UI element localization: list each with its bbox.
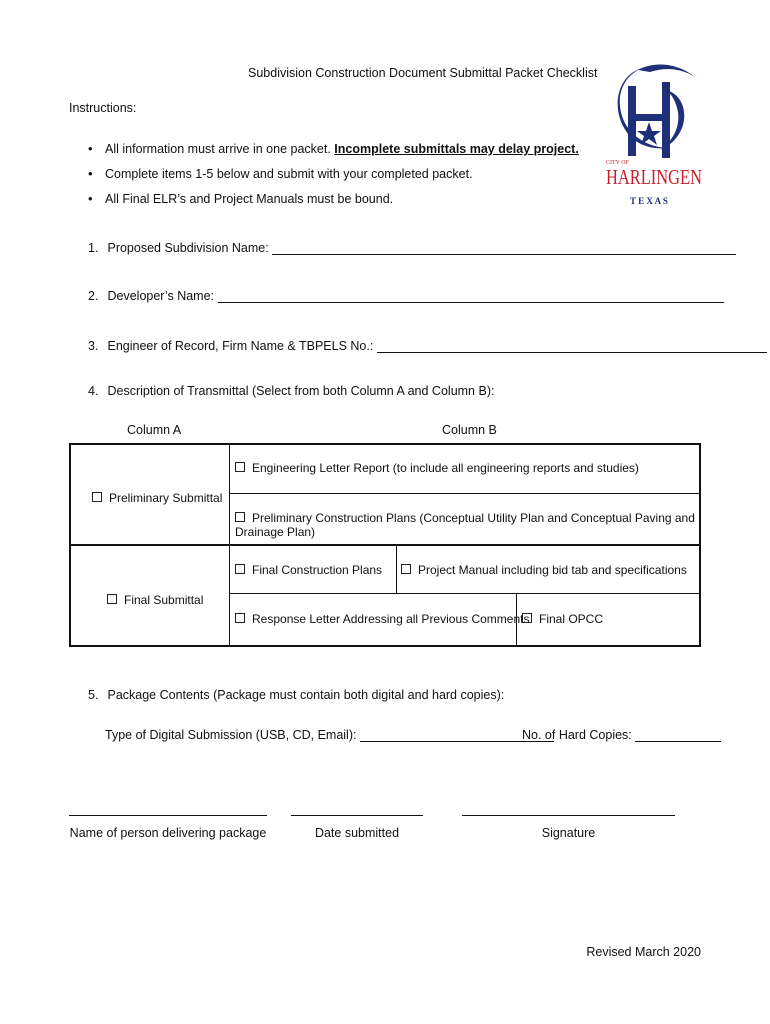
row-divider <box>229 493 699 494</box>
final-construction-plans-option[interactable] <box>235 563 382 577</box>
city-logo-icon <box>604 60 704 210</box>
logo-state: T E X A S <box>630 196 668 206</box>
option-label: Final Construction Plans <box>252 563 383 577</box>
question-4 <box>88 384 494 398</box>
final-opcc-option[interactable] <box>522 612 603 626</box>
column-b-header: Column B <box>442 423 497 437</box>
final-submittal-option[interactable] <box>107 593 203 607</box>
developer-name-field[interactable] <box>218 288 724 303</box>
transmittal-table <box>69 443 701 647</box>
option-label: Preliminary Construction Plans (Conceptual Utility Plan and Conceptual Paving and Drainage Plan) <box>235 511 695 539</box>
question-number: 2. <box>88 289 99 303</box>
question-5 <box>88 688 504 702</box>
question-label: Description of Transmittal (Select from both Column A and Column B): <box>107 384 495 398</box>
option-label: Final Submittal <box>124 593 204 607</box>
hard-copies-label: No. of Hard Copies: <box>522 728 632 742</box>
row-divider <box>229 593 699 594</box>
instruction-item <box>88 191 579 216</box>
logo-city-of: CITY OF <box>606 160 629 166</box>
instruction-text: Complete items 1-5 below and submit with your completed packet. <box>105 167 473 181</box>
instruction-item <box>88 166 579 191</box>
signature-label: Signature <box>541 826 596 840</box>
instruction-item <box>88 141 579 166</box>
logo-city-name: HARLINGEN <box>606 165 702 189</box>
question-2 <box>88 288 724 303</box>
preliminary-submittal-option[interactable] <box>92 491 222 505</box>
hard-copies-row <box>522 727 721 742</box>
instructions-label: Instructions: <box>69 101 137 115</box>
signature-field[interactable] <box>462 814 675 816</box>
response-letter-checkbox[interactable] <box>235 613 245 623</box>
question-number: 4. <box>88 384 99 398</box>
preliminary-construction-plans-option[interactable] <box>235 511 699 539</box>
preliminary-submittal-checkbox[interactable] <box>92 492 102 502</box>
question-label: Developer’s Name: <box>107 289 215 303</box>
question-number: 5. <box>88 688 99 702</box>
option-label: Preliminary Submittal <box>109 491 223 505</box>
question-number: 1. <box>88 241 99 255</box>
engineering-letter-report-checkbox[interactable] <box>235 462 245 472</box>
final-opcc-checkbox[interactable] <box>522 613 532 623</box>
date-submitted-field[interactable] <box>291 814 423 816</box>
engineer-of-record-field[interactable] <box>377 338 767 353</box>
question-label: Proposed Subdivision Name: <box>107 241 269 255</box>
option-label: Project Manual including bid tab and specifications <box>418 563 687 577</box>
question-number: 3. <box>88 339 99 353</box>
final-submittal-checkbox[interactable] <box>107 594 117 604</box>
question-label: Package Contents (Package must contain both digital and hard copies): <box>107 688 505 702</box>
project-manual-checkbox[interactable] <box>401 564 411 574</box>
subdivision-name-field[interactable] <box>272 240 736 255</box>
instruction-text: All information must arrive in one packet. <box>105 142 335 156</box>
revision-date: Revised March 2020 <box>586 945 701 959</box>
instruction-warning: Incomplete submittals may delay project. <box>334 142 579 156</box>
engineering-letter-report-option[interactable] <box>235 461 639 475</box>
delivery-name-label: Name of person delivering package <box>69 826 267 840</box>
question-label: Engineer of Record, Firm Name & TBPELS No.: <box>107 339 374 353</box>
project-manual-option[interactable] <box>401 563 687 577</box>
cell-divider <box>396 546 397 593</box>
date-submitted-label: Date submitted <box>314 826 400 840</box>
column-a-header: Column A <box>127 423 182 437</box>
option-label: Response Letter Addressing all Previous Comments <box>252 612 530 626</box>
question-3 <box>88 338 767 353</box>
option-label: Final OPCC <box>539 612 604 626</box>
hard-copies-field[interactable] <box>635 727 721 742</box>
option-label: Engineering Letter Report (to include all engineering reports and studies) <box>252 461 639 475</box>
instruction-text: All Final ELR’s and Project Manuals must be bound. <box>105 192 394 206</box>
city-logo <box>604 60 704 210</box>
question-1 <box>88 240 736 255</box>
section-divider <box>71 544 699 546</box>
preliminary-construction-plans-checkbox[interactable] <box>235 512 245 522</box>
document-title: Subdivision Construction Document Submittal Packet Checklist <box>248 66 598 80</box>
digital-submission-row <box>105 727 554 742</box>
instructions-list <box>88 141 579 216</box>
response-letter-option[interactable] <box>235 612 529 626</box>
digital-submission-label: Type of Digital Submission (USB, CD, Email): <box>105 728 357 742</box>
delivery-name-field[interactable] <box>69 814 267 816</box>
final-construction-plans-checkbox[interactable] <box>235 564 245 574</box>
